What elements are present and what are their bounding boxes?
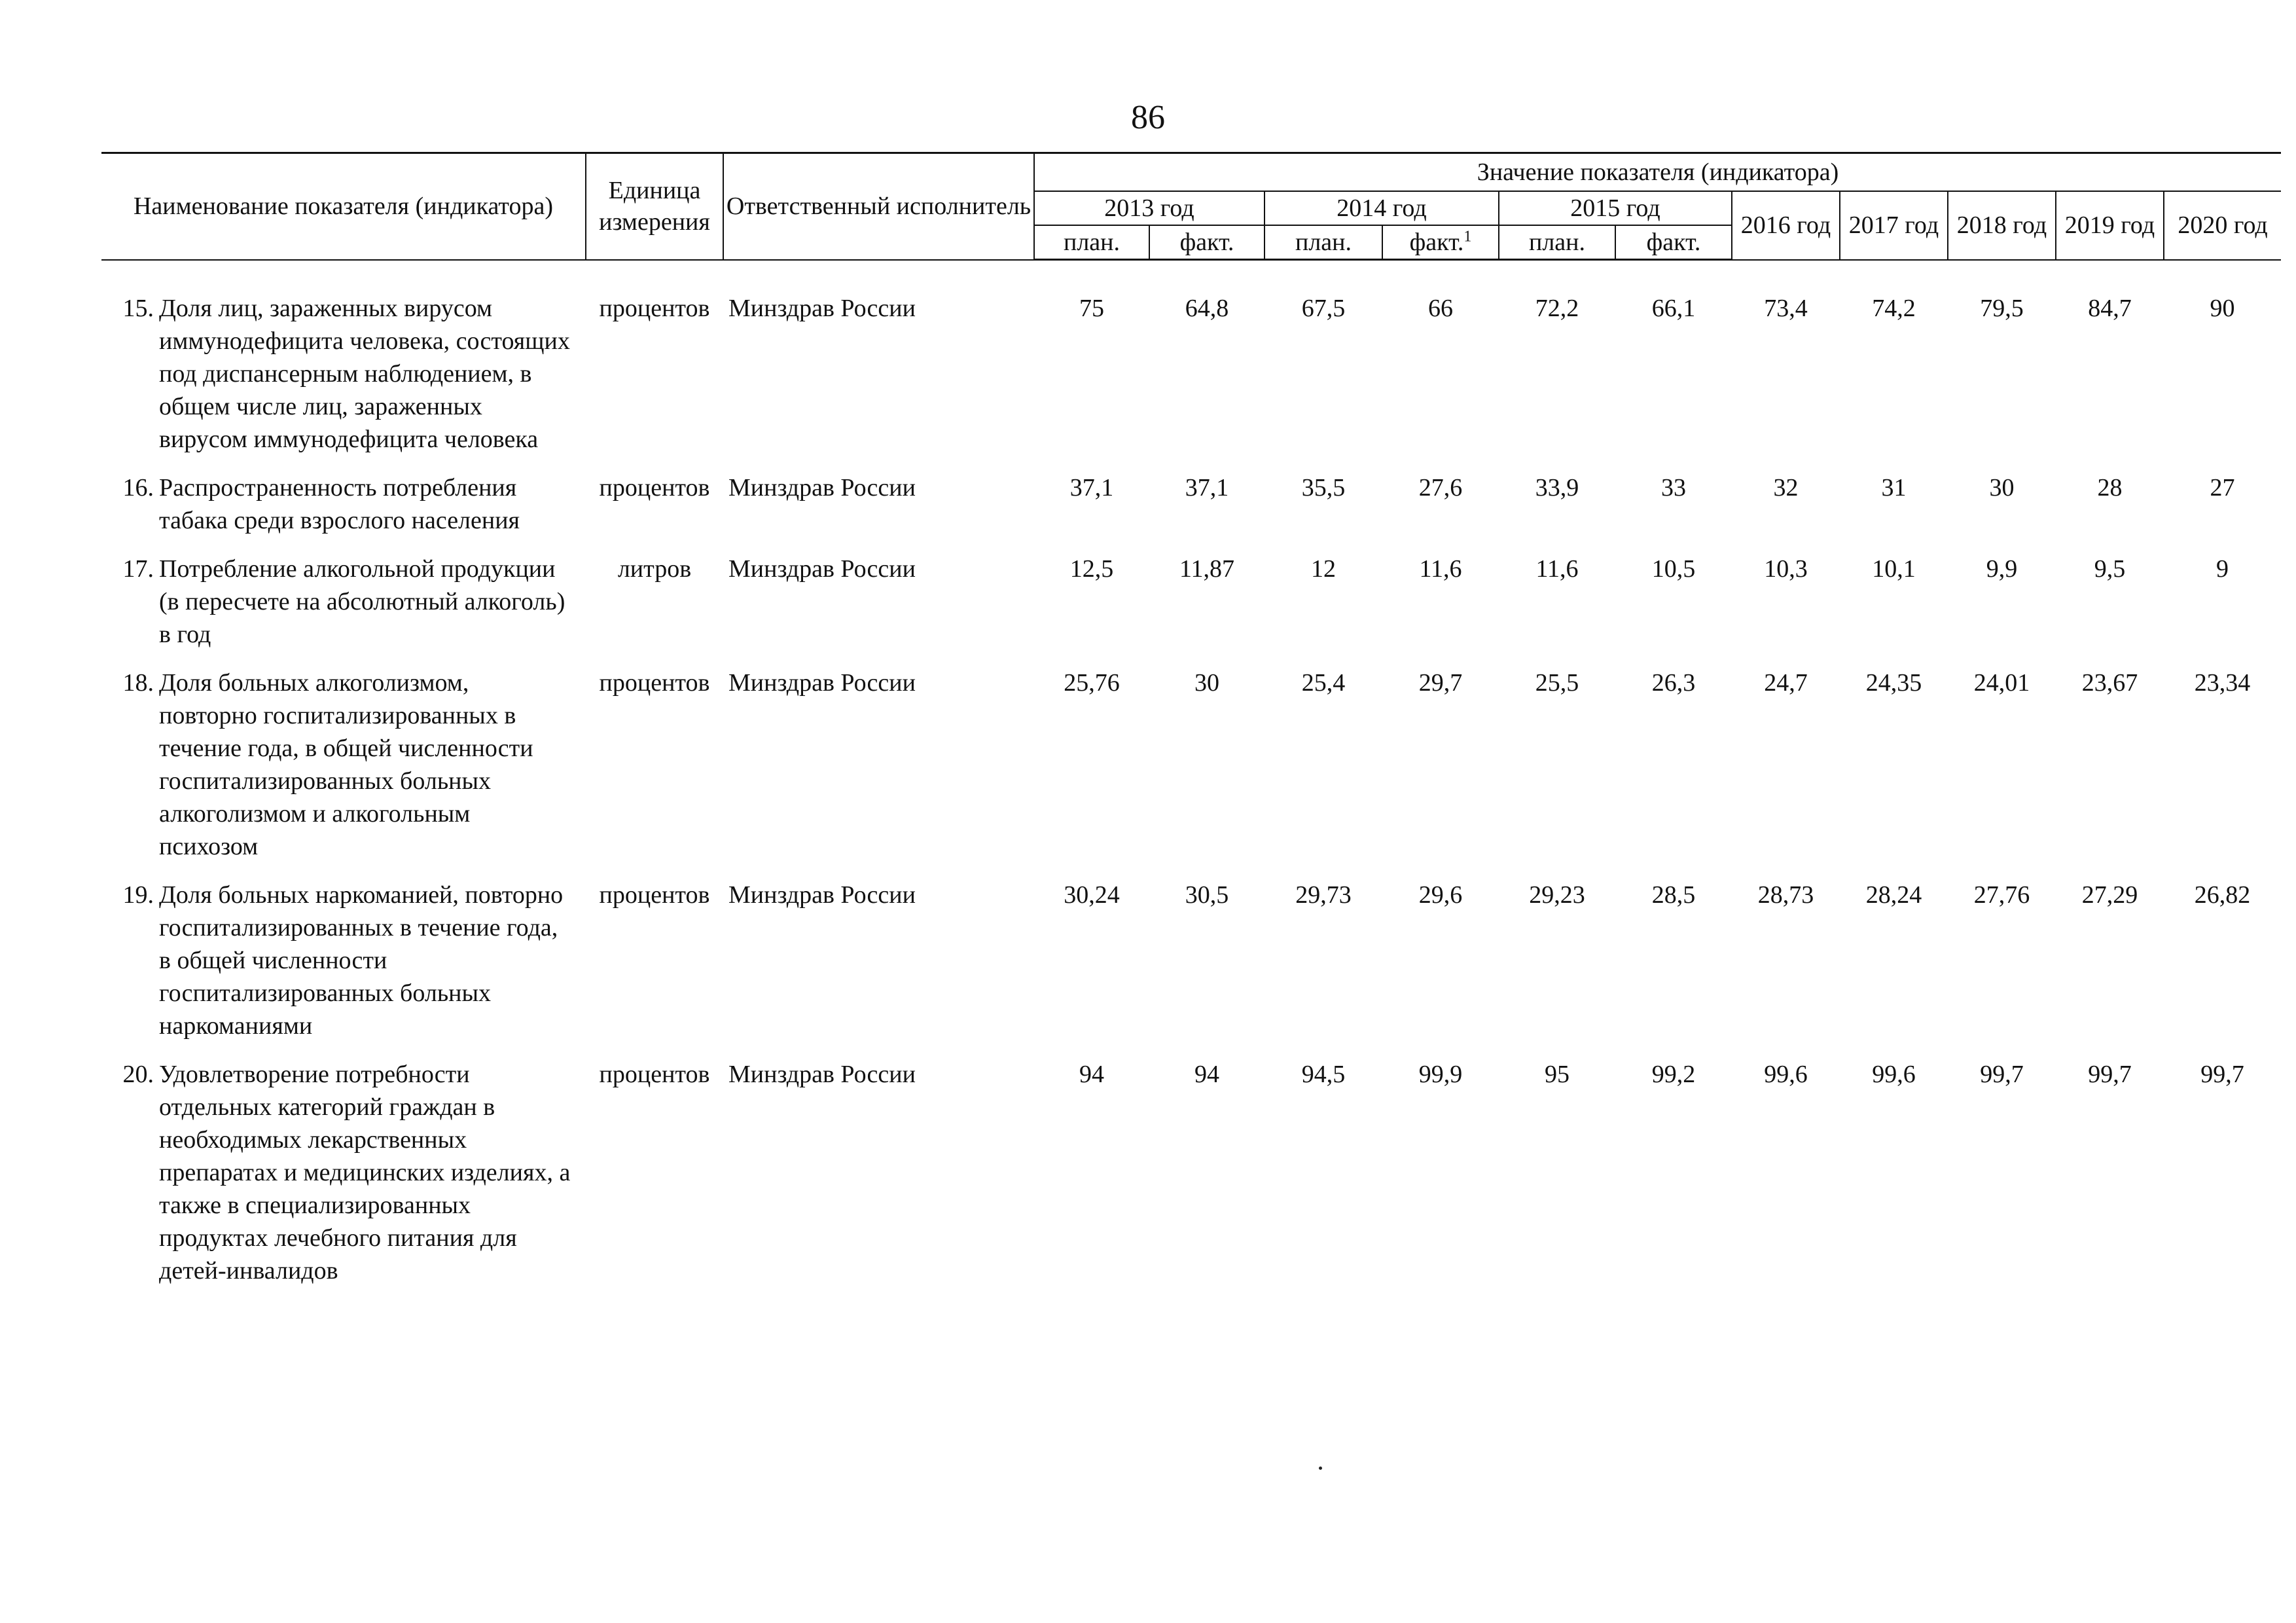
header-2014-plan: план. <box>1265 225 1382 260</box>
value-cell: 30 <box>1194 669 1219 697</box>
indicator-name: Удовлетворение потребности отдельных категорий граждан в необходимых лекарственных препаратах и медицинских изделиях, а также в специализированных продуктах лечебного питания для детей-инвалидов <box>159 1061 571 1285</box>
value-cell: 99,6 <box>1872 1061 1916 1088</box>
value-cell: 94 <box>1194 1061 1219 1088</box>
indicators-table <box>101 152 2281 1303</box>
value-cell: 31 <box>1881 474 1907 501</box>
value-cell: 27,76 <box>1973 881 2030 909</box>
value-cell: 99,9 <box>1418 1061 1463 1088</box>
value-cell: 99,6 <box>1764 1061 1808 1088</box>
header-2014-fact-label: факт. <box>1409 228 1464 256</box>
indicator-name-cell <box>101 553 586 666</box>
table-header <box>101 153 2281 260</box>
value-cell: 66 <box>1428 295 1453 322</box>
value-cell: 79,5 <box>1980 295 2024 322</box>
value-cell: 10,3 <box>1764 555 1808 583</box>
value-cell: 25,76 <box>1064 669 1120 697</box>
value-cell: 27,29 <box>2081 881 2138 909</box>
value-cell: 99,7 <box>2088 1061 2132 1088</box>
indicator-name-cell <box>101 666 586 879</box>
header-year-2018: 2018 год <box>1948 191 2056 260</box>
value-cell: 33 <box>1661 474 1686 501</box>
value-cell: 30,24 <box>1064 881 1120 909</box>
footnote-mark: 1 <box>1463 228 1472 246</box>
value-cell: 9,9 <box>1986 555 2018 583</box>
table-body <box>101 260 2281 1304</box>
value-cell: 94,5 <box>1301 1061 1346 1088</box>
value-cell: 30,5 <box>1185 881 1229 909</box>
responsible-cell: Минздрав России <box>728 295 916 322</box>
row-number: 20. <box>122 1061 154 1088</box>
header-spacer <box>101 260 2281 293</box>
value-cell: 29,73 <box>1295 881 1352 909</box>
indicator-name: Доля больных наркоманией, повторно госпитализированных в течение года, в общей численности госпитализированных больных наркоманиями <box>159 881 564 1040</box>
value-cell: 28,73 <box>1757 881 1814 909</box>
row-number: 18. <box>122 669 154 697</box>
scan-speck <box>1319 1467 1322 1470</box>
value-cell: 23,34 <box>2194 669 2251 697</box>
value-cell: 23,67 <box>2081 669 2138 697</box>
value-cell: 74,2 <box>1872 295 1916 322</box>
table-row <box>101 1058 2281 1303</box>
table-row <box>101 879 2281 1058</box>
value-cell: 30 <box>1989 474 2015 501</box>
value-cell: 24,35 <box>1865 669 1922 697</box>
value-cell: 25,5 <box>1535 669 1579 697</box>
indicator-name-cell <box>101 879 586 1058</box>
unit-cell: процентов <box>599 669 710 697</box>
value-cell: 9,5 <box>2094 555 2126 583</box>
value-cell: 12,5 <box>1069 555 1114 583</box>
value-cell: 95 <box>1545 1061 1570 1088</box>
row-number: 15. <box>122 295 154 322</box>
value-cell: 9 <box>2216 555 2229 583</box>
value-cell: 99,7 <box>2200 1061 2244 1088</box>
value-cell: 37,1 <box>1069 474 1114 501</box>
value-cell: 29,7 <box>1418 669 1463 697</box>
header-value-group: Значение показателя (индикатора) <box>1034 153 2281 192</box>
value-cell: 29,23 <box>1529 881 1585 909</box>
header-year-2014: 2014 год <box>1265 191 1499 225</box>
value-cell: 99,2 <box>1651 1061 1696 1088</box>
responsible-cell: Минздрав России <box>728 555 916 583</box>
header-year-2016: 2016 год <box>1732 191 1840 260</box>
value-cell: 35,5 <box>1301 474 1346 501</box>
value-cell: 73,4 <box>1764 295 1808 322</box>
indicator-name-cell <box>101 292 586 471</box>
value-cell: 10,5 <box>1651 555 1696 583</box>
table-row <box>101 553 2281 666</box>
responsible-cell: Минздрав России <box>728 474 916 501</box>
indicator-name: Потребление алкогольной продукции (в пересчете на абсолютный алкоголь) в год <box>159 555 565 648</box>
value-cell: 75 <box>1079 295 1104 322</box>
row-number: 16. <box>122 474 154 501</box>
unit-cell: литров <box>617 555 692 583</box>
header-unit: Единица измерения <box>586 153 723 260</box>
row-number: 19. <box>122 881 154 909</box>
responsible-cell: Минздрав России <box>728 881 916 909</box>
header-2014-fact <box>1382 225 1499 260</box>
header-year-2015: 2015 год <box>1499 191 1732 225</box>
header-2013-fact: факт. <box>1149 225 1265 260</box>
value-cell: 90 <box>2210 295 2235 322</box>
value-cell: 26,82 <box>2194 881 2251 909</box>
value-cell: 27,6 <box>1418 474 1463 501</box>
value-cell: 33,9 <box>1535 474 1579 501</box>
value-cell: 66,1 <box>1651 295 1696 322</box>
responsible-cell: Минздрав России <box>728 1061 916 1088</box>
value-cell: 29,6 <box>1418 881 1463 909</box>
row-number: 17. <box>122 555 154 583</box>
table-row <box>101 292 2281 471</box>
indicator-name: Доля больных алкоголизмом, повторно госпитализированных в течение года, в общей численности госпитализированных больных алкоголизмом и алкогольным психозом <box>159 669 533 860</box>
header-2013-plan: план. <box>1034 225 1149 260</box>
value-cell: 24,7 <box>1764 669 1808 697</box>
page-number: 86 <box>1131 99 1165 136</box>
value-cell: 28,24 <box>1865 881 1922 909</box>
value-cell: 10,1 <box>1872 555 1916 583</box>
indicator-name-cell <box>101 471 586 553</box>
value-cell: 11,87 <box>1179 555 1235 583</box>
value-cell: 11,6 <box>1535 555 1579 583</box>
header-year-2017: 2017 год <box>1840 191 1948 260</box>
header-indicator-name: Наименование показателя (индикатора) <box>101 153 586 260</box>
header-year-2013: 2013 год <box>1034 191 1265 225</box>
unit-cell: процентов <box>599 881 710 909</box>
responsible-cell: Минздрав России <box>728 669 916 697</box>
value-cell: 12 <box>1311 555 1336 583</box>
unit-cell: процентов <box>599 474 710 501</box>
value-cell: 94 <box>1079 1061 1104 1088</box>
value-cell: 84,7 <box>2088 295 2132 322</box>
value-cell: 28 <box>2097 474 2123 501</box>
value-cell: 28,5 <box>1651 881 1696 909</box>
indicator-name: Доля лиц, зараженных вирусом иммунодефицита человека, состоящих под диспансерным наблюдением, в общем числе лиц, зараженных вирусом иммунодефицита человека <box>159 295 570 453</box>
unit-cell: процентов <box>599 1061 710 1088</box>
table-row <box>101 471 2281 553</box>
value-cell: 26,3 <box>1651 669 1696 697</box>
indicators-table-container <box>101 152 2281 1303</box>
value-cell: 67,5 <box>1301 295 1346 322</box>
value-cell: 27 <box>2210 474 2235 501</box>
value-cell: 99,7 <box>1980 1061 2024 1088</box>
header-responsible: Ответственный исполнитель <box>723 153 1034 260</box>
indicator-name-cell <box>101 1058 586 1303</box>
header-year-2019: 2019 год <box>2056 191 2164 260</box>
table-row <box>101 666 2281 879</box>
value-cell: 25,4 <box>1301 669 1346 697</box>
value-cell: 24,01 <box>1973 669 2030 697</box>
value-cell: 37,1 <box>1185 474 1229 501</box>
value-cell: 32 <box>1773 474 1799 501</box>
unit-cell: процентов <box>599 295 710 322</box>
value-cell: 11,6 <box>1419 555 1462 583</box>
value-cell: 64,8 <box>1185 295 1229 322</box>
indicator-name: Распространенность потребления табака среди взрослого населения <box>159 474 520 534</box>
header-2015-fact: факт. <box>1615 225 1732 260</box>
header-year-2020: 2020 год <box>2164 191 2281 260</box>
value-cell: 72,2 <box>1535 295 1579 322</box>
header-2015-plan: план. <box>1499 225 1615 260</box>
